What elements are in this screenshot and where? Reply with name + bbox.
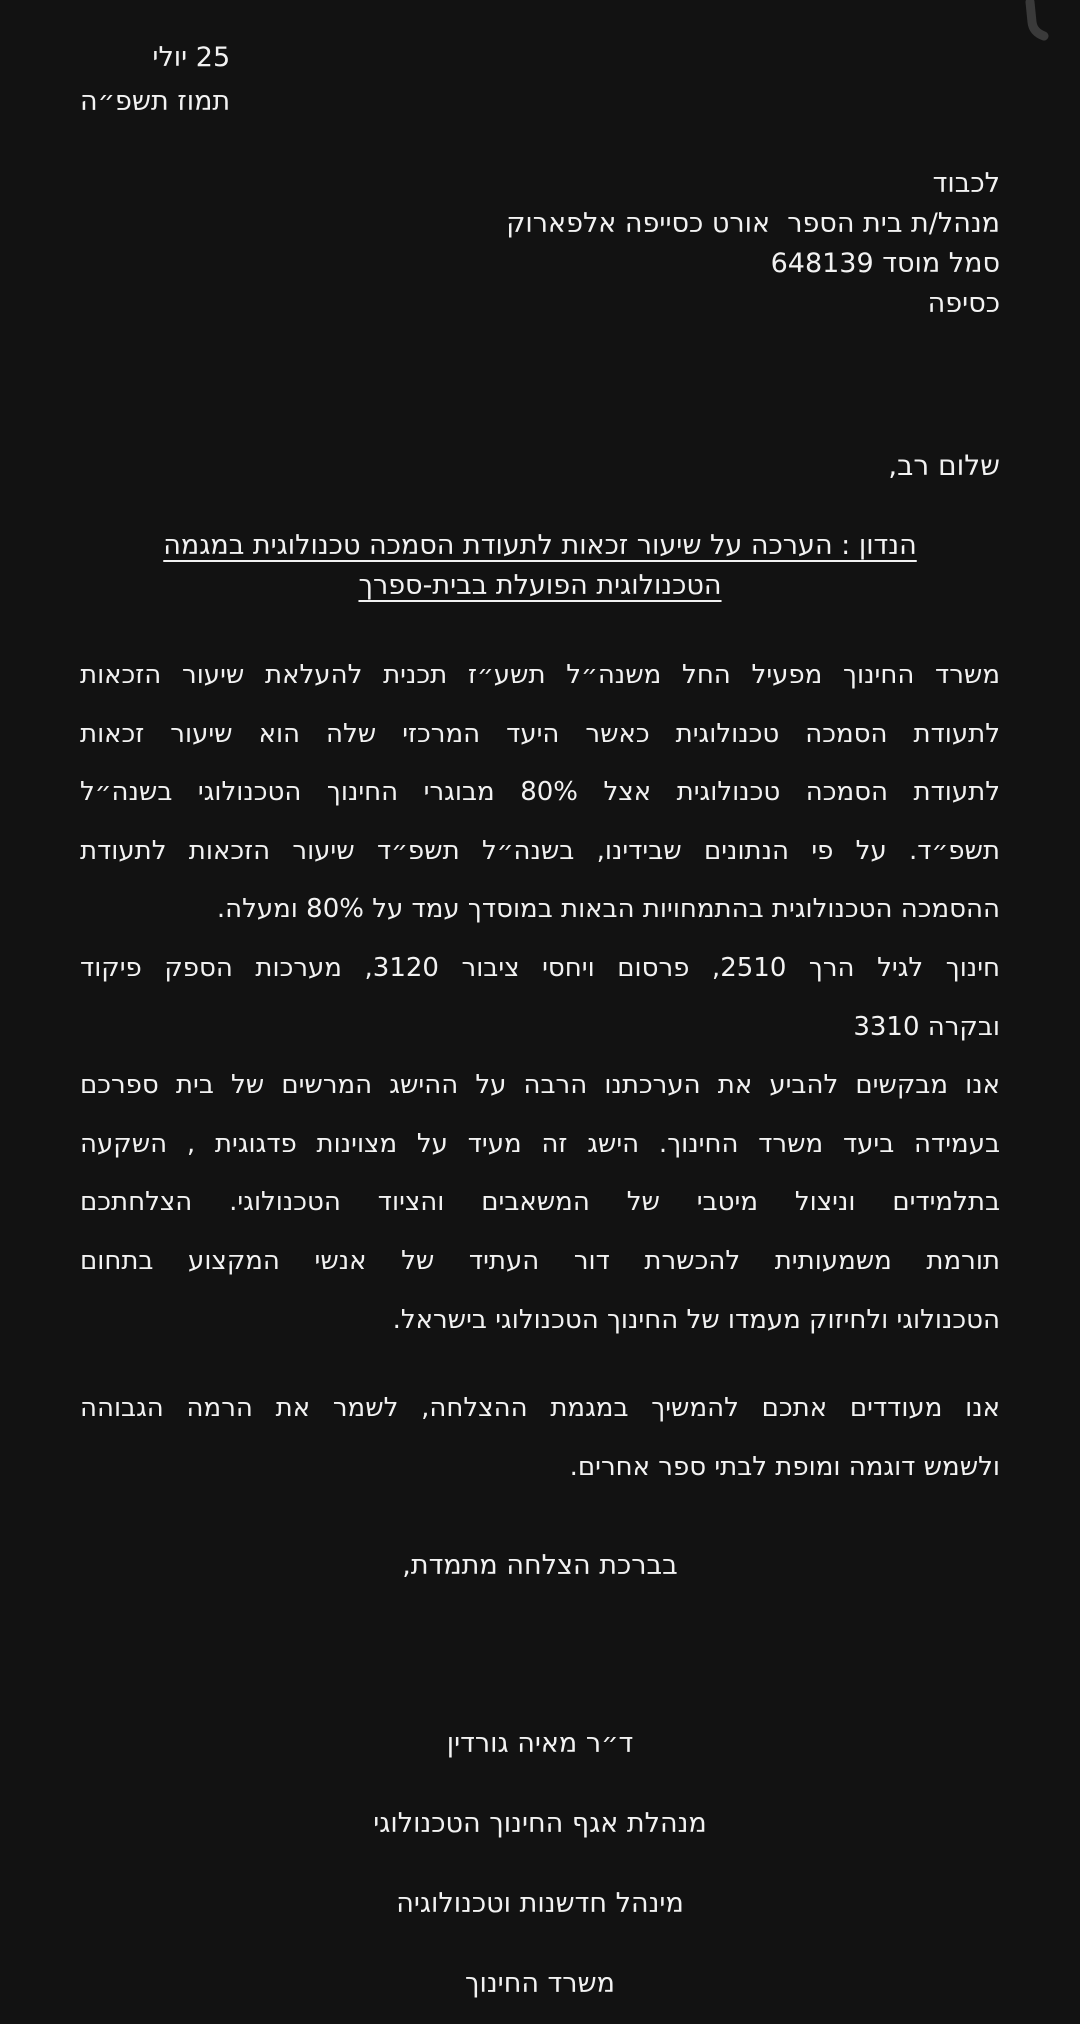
body-line: תורמת משמעותית להכשרת דור העתיד של אנשי המקצוע בתחום (80, 1245, 1000, 1276)
subject-line-1: הנדון : הערכה על שיעור זכאות לתעודת הסמכה טכנולוגית במגמה (163, 530, 917, 561)
subject-line-2: הטכנולוגית הפועלת בבית-ספרך (358, 570, 722, 601)
recipient-city: כסיפה (927, 288, 1000, 319)
subject-heading (80, 526, 1000, 606)
letter-body (80, 646, 1000, 1349)
body-line: חינוך לגיל הרך 2510, פרסום ויחסי ציבור 3120, מערכות הספק פיקוד (80, 952, 1001, 983)
corner-mark (1020, 0, 1054, 50)
signature-block (0, 1722, 1080, 2024)
body-line: תשפ״ד. על פי הנתונים שבידינו, בשנה״ל תשפ״ד שיעור הזכאות לתעודת (80, 835, 1000, 866)
greeting: שלום רב, (888, 449, 1000, 482)
body-line: הטכנולוגי ולחיזוק מעמדו של החינוך הטכנולוגי בישראל. (392, 1304, 1000, 1335)
closing-line: ולשמש דוגמה ומופת לבתי ספר אחרים. (569, 1451, 1000, 1482)
closing-line: אנו מעודדים אתכם להמשיך במגמת ההצלחה, לשמר את הרמה הגבוהה (80, 1393, 1000, 1423)
body-line: אנו מבקשים להביע את הערכתנו הרבה על ההישג המרשים של בית ספרכם (80, 1070, 1000, 1101)
recipient-block (506, 164, 1000, 324)
signer-role: מנהלת אגף החינוך הטכנולוגי (373, 1808, 707, 1839)
recipient-title: מנהל/ת בית הספר אורט כסייפה אלפארוק (506, 208, 1000, 239)
closing-paragraph (80, 1378, 1000, 1495)
body-line: בעמידה ביעד משרד החינוך. הישג זה מעיד על מצוינות פדגוגית , השקעה (80, 1128, 1000, 1159)
blessing: בברכת הצלחה מתמדת, (402, 1550, 678, 1581)
date-block (80, 36, 230, 124)
body-line: לתעודת הסמכה טכנולוגית אצל 80% מבוגרי החינוך הטכנולוגי בשנה״ל (80, 777, 1000, 808)
body-line: בתלמידים וניצול מיטבי של המשאבים והציוד הטכנולוגי. הצלחתכם (80, 1187, 1000, 1218)
body-line: ובקרה 3310 (853, 1011, 1000, 1042)
signer-ministry: משרד החינוך (464, 1968, 616, 1999)
recipient-salutation: לכבוד (932, 168, 1000, 199)
body-line: ההסמכה הטכנולוגית בהתמחויות הבאות במוסדך עמד על 80% ומעלה. (216, 894, 1000, 925)
signer-division: מינהל חדשנות וטכנולוגיה (396, 1888, 684, 1919)
hebrew-date: תמוז תשפ״ה (80, 86, 231, 117)
institution-code: סמל מוסד 648139 (770, 248, 1000, 279)
body-line: לתעודת הסמכה טכנולוגית כאשר היעד המרכזי שלה הוא שיעור זכאות (80, 718, 1000, 749)
signer-name: ד״ר מאיה גורדין (446, 1728, 634, 1759)
gregorian-date: 25 יולי (152, 42, 231, 73)
body-line: משרד החינוך מפעיל החל משנה״ל תשע״ז תכנית להעלאת שיעור הזכאות (80, 660, 1000, 690)
